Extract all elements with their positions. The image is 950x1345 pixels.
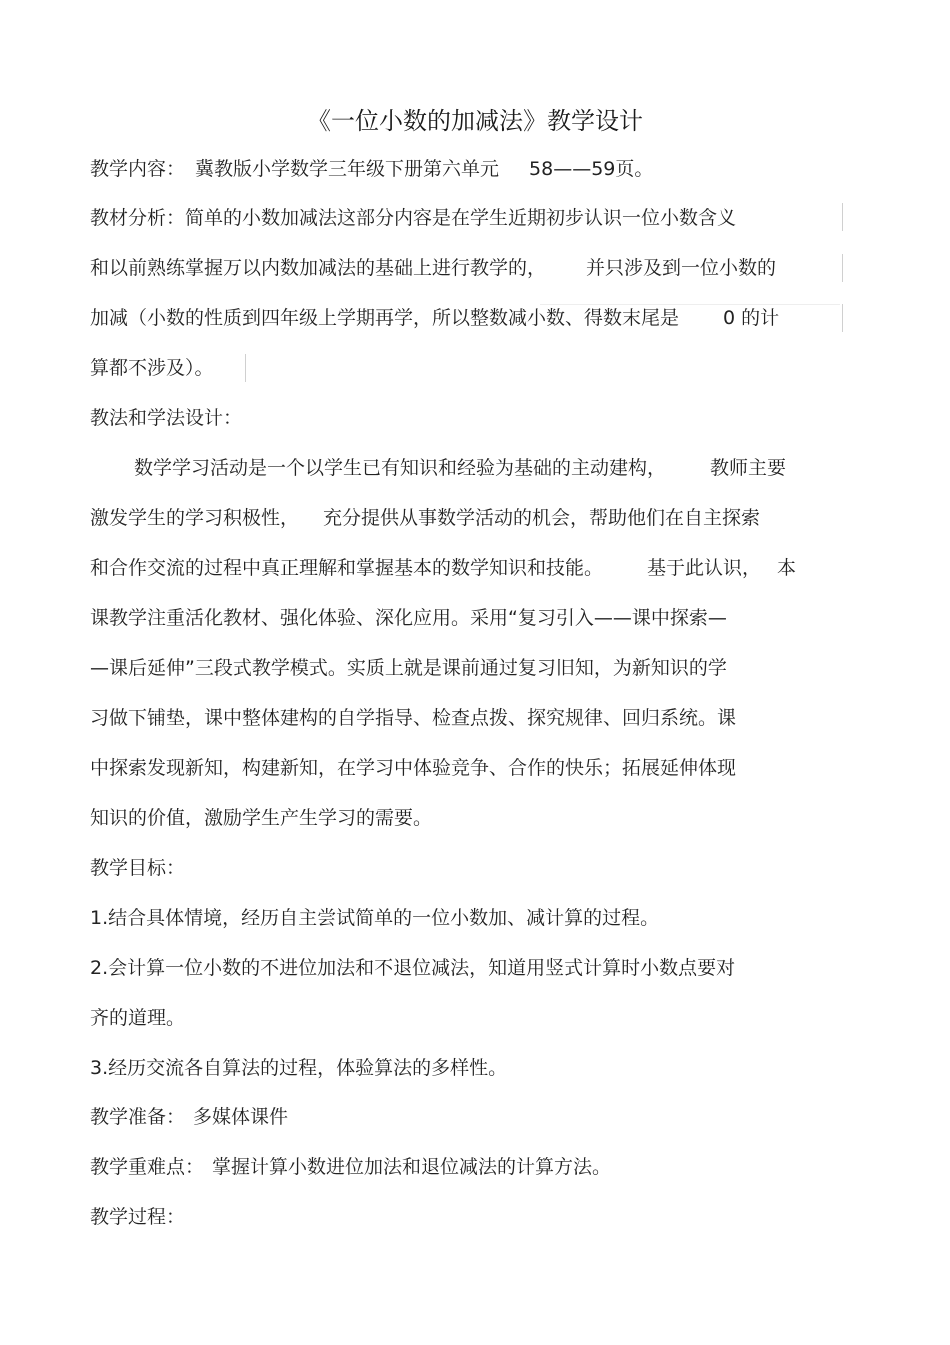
method-line-2a: 激发学生的学习积极性， [90,507,300,529]
method-line-1 [134,454,786,482]
content-line [90,155,653,183]
method-line-2 [90,504,760,532]
scan-edge-mark [540,304,840,305]
method-line-8: 知识的价值，激励学生产生学习的需要。 [90,807,433,829]
method-line-3 [90,554,796,582]
prep-line [90,1103,288,1131]
scan-edge-mark [842,203,843,231]
analysis-line-3a: 加减（小数的性质到四年级上学期再学，所以整数减小数、得数末尾是 [90,307,680,329]
analysis-line-3b: 0 的计 [723,307,780,329]
method-heading: 教法和学法设计： [90,407,243,429]
method-line-3c: 本 [777,557,797,579]
scan-edge-mark [842,254,843,282]
analysis-line-2a: 和以前熟练掌握万以内数加减法的基础上进行教学的， [90,257,547,279]
content-label: 教学内容： [90,158,186,180]
prep-label: 教学准备： [90,1106,186,1128]
method-line-1a: 数学学习活动是一个以学生已有知识和经验为基础的主动建构， [134,457,667,479]
method-line-2b: 充分提供从事数学活动的机会，帮助他们在自主探索 [323,507,761,529]
method-line-6: 习做下铺垫，课中整体建构的自学指导、检查点拨、探究规律、回归系统。课 [90,707,737,729]
analysis-line-1: 教材分析：简单的小数加减法这部分内容是在学生近期初步认识一位小数含义 [90,207,737,229]
goal-3: 3.经历交流各自算法的过程，体验算法的多样性。 [90,1057,508,1079]
focus-text: 掌握计算小数进位加法和退位减法的计算方法。 [212,1156,612,1178]
goal-2: 2.会计算一位小数的不进位加法和不退位减法，知道用竖式计算时小数点要对 [90,957,736,979]
scan-edge-mark [245,354,246,382]
focus-line [90,1153,611,1181]
content-text: 冀教版小学数学三年级下册第六单元 [195,158,500,180]
analysis-line-2b: 并只涉及到一位小数的 [586,257,777,279]
analysis-line-2 [90,254,776,282]
method-line-4: 课教学注重活化教材、强化体验、深化应用。采用“复习引入——课中探索— [90,607,727,629]
content-pages: 58——59页。 [529,158,654,180]
prep-text: 多媒体课件 [193,1106,289,1128]
scan-edge-mark [842,304,843,332]
process-heading: 教学过程： [90,1206,186,1228]
analysis-line-3 [90,304,779,332]
method-line-1b: 教师主要 [710,457,787,479]
analysis-line-4: 算都不涉及）。 [90,357,214,379]
method-line-7: 中探索发现新知，构建新知，在学习中体验竞争、合作的快乐；拓展延伸体现 [90,757,737,779]
goal-1: 1.结合具体情境，经历自主尝试简单的一位小数加、减计算的过程。 [90,907,660,929]
goal-2-continued: 齐的道理。 [90,1007,186,1029]
method-line-3a: 和合作交流的过程中真正理解和掌握基本的数学知识和技能。 [90,557,604,579]
method-line-3b: 基于此认识， [647,557,762,579]
document-title: 《一位小数的加减法》教学设计 [307,107,643,135]
method-line-5: —课后延伸”三段式教学模式。实质上就是课前通过复习旧知，为新知识的学 [90,657,727,679]
goals-heading: 教学目标： [90,857,186,879]
focus-label: 教学重难点： [90,1156,205,1178]
